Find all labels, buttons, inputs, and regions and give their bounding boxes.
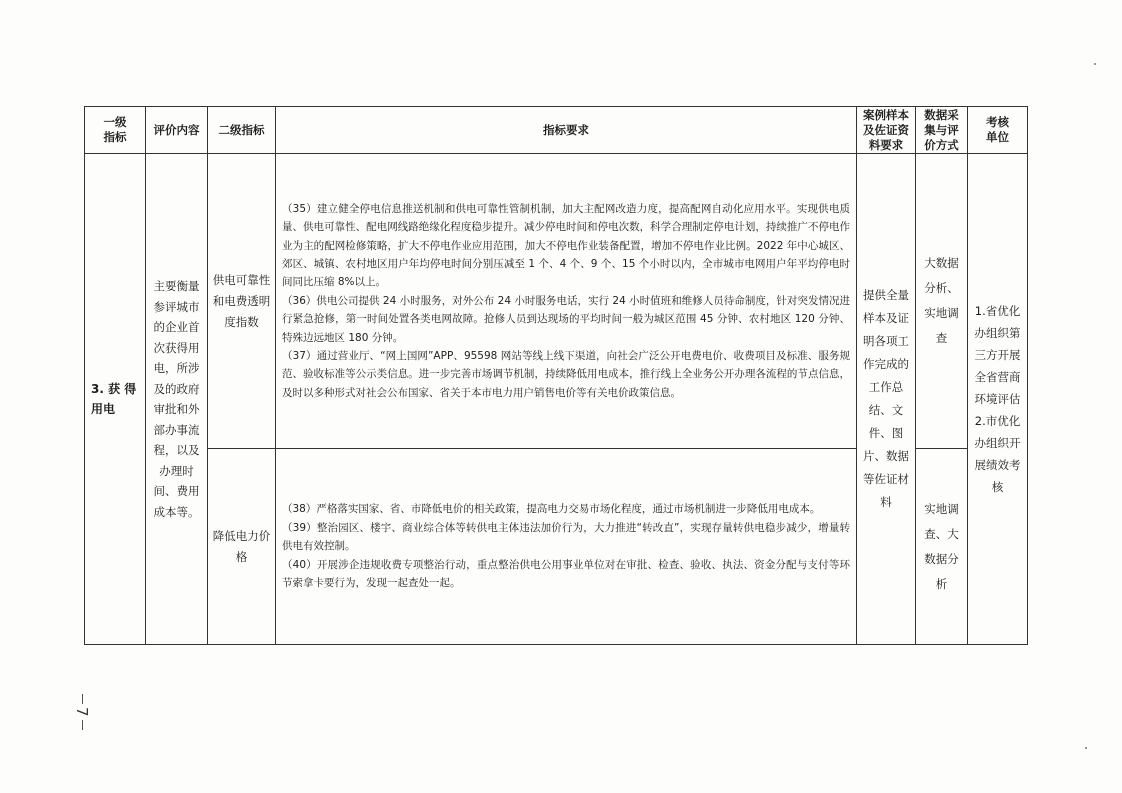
indicator-table <box>84 106 1028 645</box>
page-dash-top <box>82 694 83 704</box>
page-number-text: 7 <box>73 707 91 717</box>
data-method: 实地调查、大数据分析 <box>916 449 968 645</box>
level2-indicator: 供电可靠性和电费透明度指数 <box>208 154 276 449</box>
header-materials: 案例样本及佐证资料要求 <box>857 107 916 154</box>
header-unit: 考核单位 <box>968 107 1028 154</box>
requirement-item: （39）整治园区、楼宇、商业综合体等转供电主体违法加价行为，大力推进“转改直”，实现存量转供电稳步减少，增量转供电有效控制。 <box>282 521 850 553</box>
level2-indicator: 降低电力价格 <box>208 449 276 645</box>
header-level2: 二级指标 <box>208 107 276 154</box>
header-requirement: 指标要求 <box>276 107 857 154</box>
materials-requirement: 提供全量样本及证明各项工作完成的工作总结、文件、图片、数据等佐证材料 <box>857 154 916 645</box>
scan-speck <box>1094 63 1096 65</box>
requirement-item: （38）严格落实国家、省、市降低电价的相关政策，提高电力交易市场化程度，通过市场机制进一步降低用电成本。 <box>282 503 821 516</box>
page-dash-bottom <box>82 720 83 730</box>
header-method: 数据采集与评价方式 <box>916 107 968 154</box>
level1-indicator: 3. 获 得用电 <box>85 154 146 645</box>
table-row <box>85 154 1028 449</box>
data-method: 大数据分析、实地调查 <box>916 154 968 449</box>
requirement-item: （37）通过营业厅、“网上国网”APP、95598 网站等线上线下渠道，向社会广泛公开电费电价、收费项目及标准、服务规范、验收标准等公示类信息。进一步完善市场调节机制，持续降低用电成本，推行线上全业务公开办理各流程的节点信息，及时以多种形式对社会公布国家、省关于本市电力用户销售电价等有关电价政策信息。 <box>282 350 850 399</box>
requirement-cell <box>276 154 857 449</box>
requirement-item: （40）开展涉企违规收费专项整治行动，重点整治供电公用事业单位对在审批、检查、验收、执法、资金分配与支付等环节索拿卡要行为，发现一起查处一起。 <box>282 558 850 590</box>
scan-speck <box>1085 747 1087 749</box>
evaluation-content: 主要衡量参评城市的企业首次获得用电，所涉及的政府审批和外部办事流程，以及办理时间、费用成本等。 <box>146 154 208 645</box>
assessment-unit: 1.省优化办组织第三方开展全省营商环境评估 2.市优化办组织开展绩效考核 <box>968 154 1028 645</box>
table-header-row <box>85 107 1028 154</box>
page-number <box>72 692 92 732</box>
requirement-item: （36）供电公司提供 24 小时服务，对外公布 24 小时服务电话，实行 24 小时值班和维修人员待命制度，针对突发情况进行紧急抢修，第一时间处置各类电网故障。抢修人员到达现场的平均时间一般为城区范围 45 分钟、农村地区 120 分钟、特殊边远地区 180 分钟。 <box>282 294 850 344</box>
requirement-cell <box>276 449 857 645</box>
requirement-item: （35）建立健全停电信息推送机制和供电可靠性管制机制，加大主配网改造力度，提高配网自动化应用水平。实现供电质量、供电可靠性、配电网线路绝缘化程度稳步提升。减少停电时间和停电次数，科学合理制定停电计划，持续推广不停电作业为主的配网检修策略，扩大不停电作业应用范围，加大不停电作业装备配置，增加不停电作业比例。2022 年中心城区、郊区、城镇、农村地区用户年均停电时间分别压减至 1 个、4 个、9 个、15 个小时以内，全市城市电网用户年平均停电时间同比压缩 8%以上。 <box>282 202 850 289</box>
header-level1: 一级指标 <box>85 107 146 154</box>
header-content: 评价内容 <box>146 107 208 154</box>
